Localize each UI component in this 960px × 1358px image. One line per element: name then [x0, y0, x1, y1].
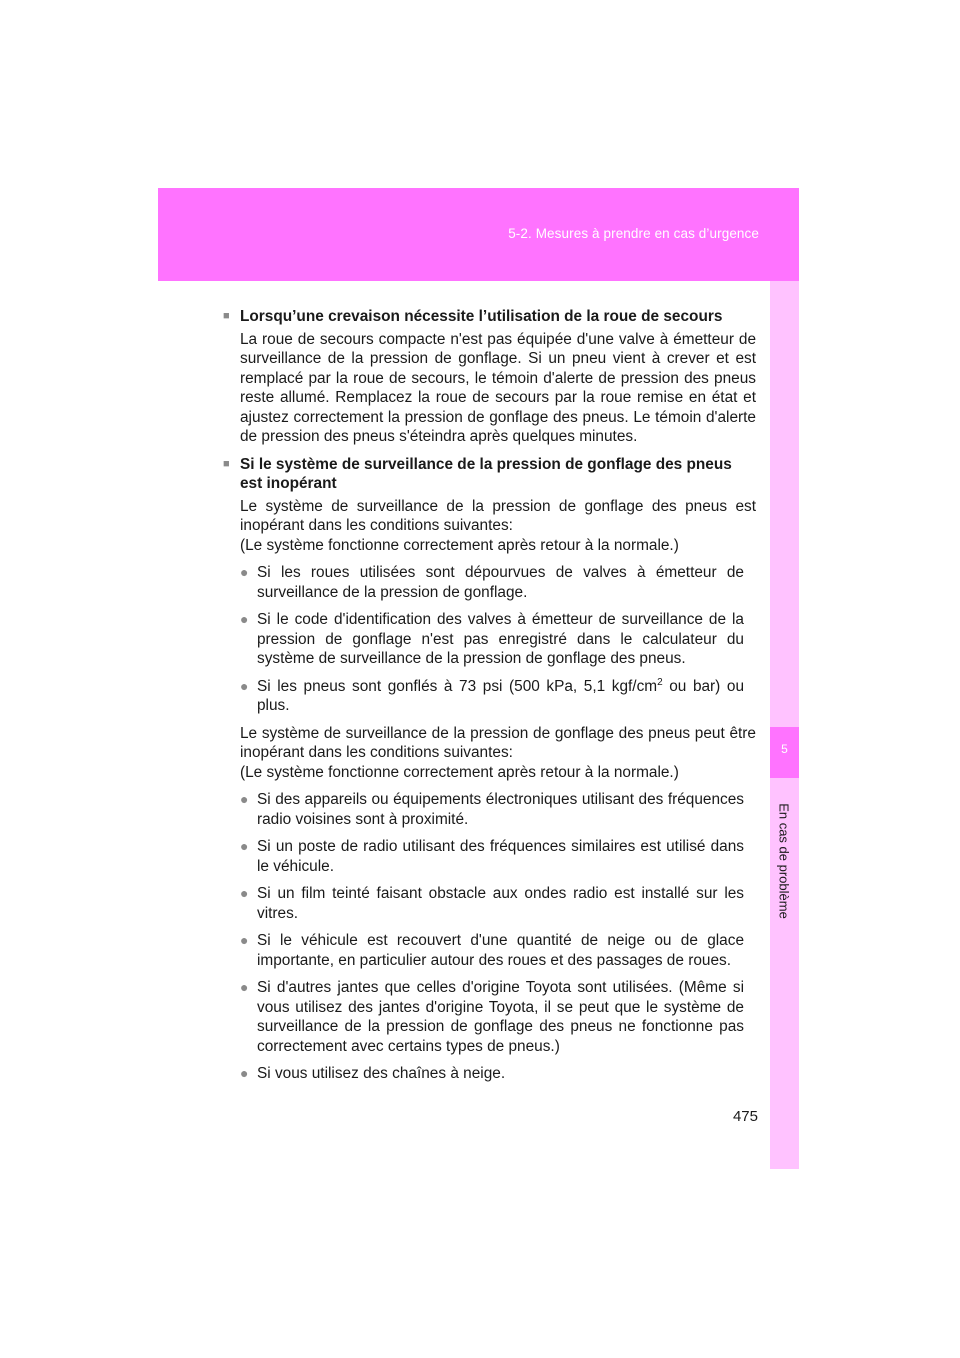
circle-bullet-icon: ● [240, 838, 249, 854]
list-item [240, 677, 756, 716]
list-item-text: Si les roues utilisées sont dépourvues de valves à émetteur de surveillance de la pression de gonflage. [257, 564, 744, 601]
list-item [240, 884, 756, 923]
list-item-text: Si le véhicule est recouvert d'une quantité de neige ou de glace importante, en particulier autour des roues et des passages de roues. [257, 932, 744, 969]
section-heading [223, 455, 756, 494]
list-item-text: Si un film teinté faisant obstacle aux ondes radio est installé sur les vitres. [257, 885, 744, 922]
chapter-section-title: 5-2. Mesures à prendre en cas d’urgence [508, 226, 759, 241]
list-item-text: Si des appareils ou équipements électroniques utilisant des fréquences radio voisines sont à proximité. [257, 791, 744, 828]
list-item [240, 978, 756, 1056]
page-number: 475 [732, 1108, 758, 1125]
list-item [240, 563, 756, 602]
list-item [240, 790, 756, 829]
section-spare-tire [223, 307, 756, 447]
list-item-text: Si d'autres jantes que celles d'origine Toyota sont utilisées. (Même si vous utilisez des jantes d'origine Toyota, il se peut que le système de surveillance de la pression de gonflage des pneus ne fonctionne pas correctement avec certains types de pneus.) [257, 979, 744, 1055]
chapter-tab-label: En cas de problème [776, 803, 792, 919]
paragraph-line: Le système de surveillance de la pression de gonflage des pneus est inopérant dans les conditions suivantes: [240, 497, 756, 534]
circle-bullet-icon: ● [240, 611, 249, 627]
chapter-side-tab [770, 281, 799, 1169]
section-heading [223, 307, 756, 327]
circle-bullet-icon: ● [240, 1065, 249, 1081]
body-paragraph: La roue de secours compacte n'est pas équipée d'une valve à émetteur de surveillance de la pression de gonflage. Si un pneu vient à crever et est remplacé par la roue de secours, le témoin d'alerte de pression des pneus reste allumé. Remplacez la roue de secours par la roue remise en état et ajustez correctement la pression de gonflage des pneus. Le témoin d'alerte de pression des pneus s'éteindra après quelques minutes. [240, 330, 756, 445]
pressure-text-end: ou bar) ou plus. [257, 677, 745, 714]
section-system-inoperative [223, 455, 756, 1084]
section-title: Si le système de surveillance de la pression de gonflage des pneus est inopérant [240, 455, 732, 492]
list-item [240, 931, 756, 970]
circle-bullet-icon: ● [240, 885, 249, 901]
bullet-list [240, 790, 756, 1084]
list-item-text [257, 677, 756, 716]
circle-bullet-icon: ● [240, 564, 249, 580]
list-item-text: Si le code d'identification des valves à émetteur de surveillance de la pression de gonflage n'est pas enregistré dans le calculateur du système de surveillance de la pression de gonflage des pneus. [257, 611, 744, 667]
chapter-tab-active [770, 727, 799, 778]
page-content [223, 307, 756, 1092]
circle-bullet-icon: ● [240, 791, 249, 807]
circle-bullet-icon: ● [240, 979, 249, 995]
square-bullet-icon: ■ [223, 457, 230, 470]
chapter-header-band [158, 188, 799, 281]
section-title: Lorsqu’une crevaison nécessite l’utilisation de la roue de secours [240, 308, 723, 325]
superscript: 2 [657, 676, 663, 688]
body-paragraph [240, 724, 756, 783]
square-bullet-icon: ■ [223, 310, 230, 322]
body-paragraph [240, 497, 756, 556]
paragraph-line: (Le système fonctionne correctement après retour à la normale.) [240, 763, 679, 781]
list-item-text: Si vous utilisez des chaînes à neige. [257, 1065, 506, 1082]
bullet-list [240, 563, 756, 716]
circle-bullet-icon: ● [240, 677, 249, 694]
list-item [240, 837, 756, 876]
list-item [240, 1064, 756, 1084]
paragraph-line: Le système de surveillance de la pression de gonflage des pneus peut être inopérant dans les conditions suivantes: [240, 724, 756, 761]
paragraph-line: (Le système fonctionne correctement après retour à la normale.) [240, 536, 679, 554]
pressure-text: Si les pneus sont gonflés à 73 psi (500 kPa, 5,1 kgf/cm [257, 677, 658, 695]
list-item-text: Si un poste de radio utilisant des fréquences similaires est utilisé dans le véhicule. [257, 838, 744, 875]
list-item [240, 610, 756, 669]
chapter-number: 5 [781, 742, 788, 756]
circle-bullet-icon: ● [240, 932, 249, 948]
